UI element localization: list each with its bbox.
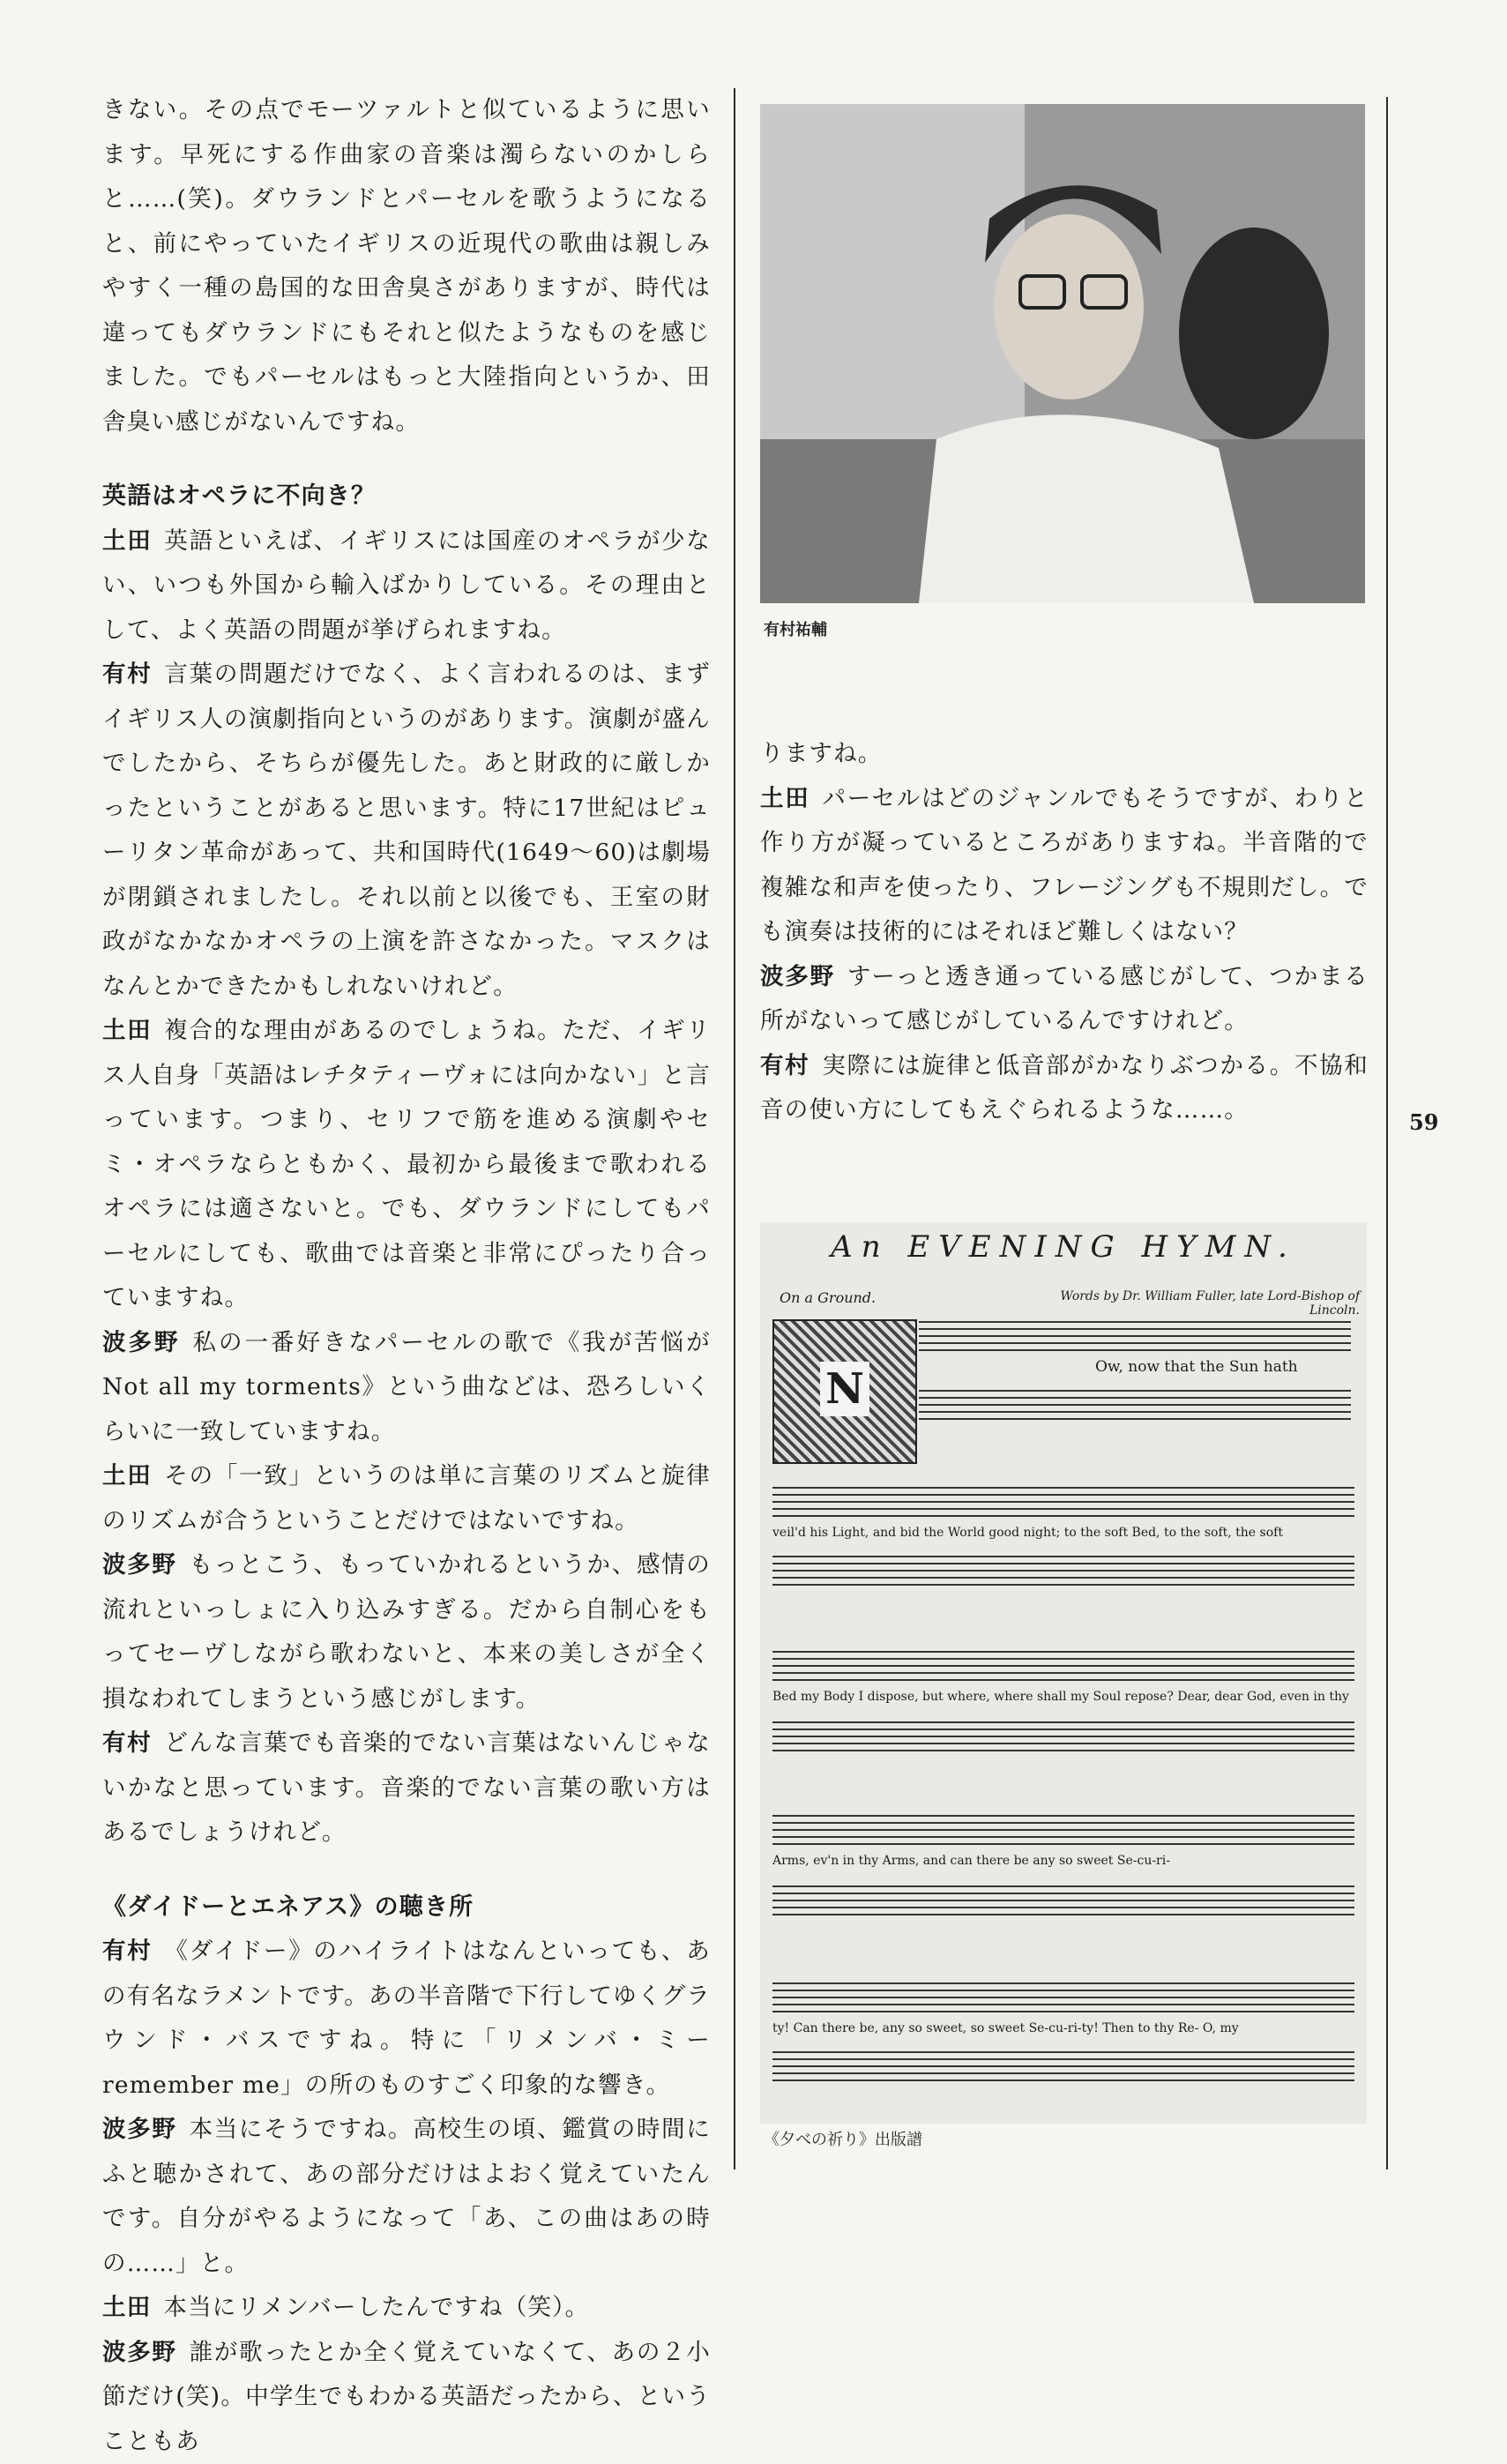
paragraph: きない。その点でモーツァルトと似ているように思います。早死にする作曲家の音楽は濁らないのかしらと……(笑)。ダウランドとパーセルを歌うようになると、前にやっていたイギリスの近現代の歌曲は親しみやすく一種の島国的な田舎臭さがありますが、時代は違ってもダウランドにもそれと似たようなものを感じました。でもパーセルはもっと大陸指向というか、田舎臭い感じがないんですね。 xyxy=(102,88,711,444)
speaker-name: 有村 xyxy=(760,1052,809,1079)
dialogue-turn xyxy=(760,1044,1369,1133)
dialogue-turn xyxy=(760,955,1369,1044)
speaker-name: 土田 xyxy=(102,2294,151,2321)
page-number: 59 xyxy=(1409,1109,1438,1135)
speech-text: その「一致」というのは単に言葉のリズムと旋律のリズムが合うということだけではないですね。 xyxy=(102,1462,711,1534)
score-left-note: On a Ground. xyxy=(780,1289,956,1306)
speech-text: 私の一番好きなパーセルの歌で《我が苦悩が Not all my torments》という曲などは、恐ろしいくらいに一致していますね。 xyxy=(102,1329,711,1445)
dialogue-turn xyxy=(102,2108,711,2286)
speaker-name: 波多野 xyxy=(102,2339,177,2366)
speech-text: 本当にリメンバーしたんですね（笑）。 xyxy=(163,2294,589,2321)
column-divider xyxy=(734,88,735,2169)
speaker-name: 有村 xyxy=(102,661,152,688)
music-score-image xyxy=(760,1222,1367,2124)
dialogue-turn xyxy=(102,519,711,653)
section-heading: 《ダイドーとエネアス》の聴き所 xyxy=(102,1885,711,1930)
staff xyxy=(772,1487,1354,1519)
staff xyxy=(919,1321,1351,1353)
speech-text: パーセルはどのジャンルでもそうですが、わりと作り方が凝っているところがありますね。半音階的で複雑な和声を使ったり、フレージングも不規則だし。でも演奏は技術的にはそれほど難しくはない？ xyxy=(760,785,1369,946)
initial-letter: N xyxy=(820,1362,869,1416)
dialogue-turn xyxy=(102,2286,711,2331)
section-heading: 英語はオペラに不向き？ xyxy=(102,474,711,519)
score-caption: 《夕べの祈り》出版譜 xyxy=(764,2127,922,2150)
speech-text: 言葉の問題だけでなく、よく言われるのは、まずイギリス人の演劇指向というのがあります。演劇が盛んでしたから、そちらが優先した。あと財政的に厳しかったということがあると思います。特に17世紀はピューリタン革命があって、共和国時代(1649～60)は劇場が閉鎖されましたし。それ以前と以後でも、王室の財政がなかなかオペラの上演を許さなかった。マスクはなんとかできたかもしれないけれど。 xyxy=(102,661,711,1000)
speech-text: もっとこう、もっていかれるというか、感情の流れといっしょに入り込みすぎる。だから自制心をもってセーヴしながら歌わないと、本来の美しさが全く損なわれてしまうという感じがします。 xyxy=(102,1551,711,1713)
speaker-name: 土田 xyxy=(102,1462,152,1490)
speaker-name: 波多野 xyxy=(102,1329,180,1356)
staff xyxy=(772,1651,1354,1683)
speech-text: 本当にそうですね。高校生の頃、鑑賞の時間にふと聴かされて、あの部分だけはよおく覚えていたんです。自分がやるようになって「あ、この曲はあの時の……」と。 xyxy=(102,2116,711,2277)
speaker-name: 波多野 xyxy=(102,2116,177,2143)
staff xyxy=(772,1556,1354,1587)
score-title: An EVENING HYMN. xyxy=(760,1229,1367,1265)
photo-caption: 有村祐輔 xyxy=(764,617,827,640)
dialogue-turn xyxy=(102,1721,711,1855)
staff xyxy=(772,1815,1354,1847)
dialogue-turn xyxy=(760,777,1369,955)
paragraph: りますね。 xyxy=(760,732,1369,777)
dialogue-turn xyxy=(102,1543,711,1721)
staff xyxy=(772,1982,1354,2014)
speech-text: 誰が歌ったとか全く覚えていなくて、あの２小節だけ(笑)。中学生でもわかる英語だったから、ということもあ xyxy=(102,2339,711,2455)
staff xyxy=(919,1390,1351,1422)
speaker-name: 土田 xyxy=(760,785,810,812)
speech-text: 《ダイドー》のハイライトはなんといっても、あの有名なラメントです。あの半音階で下行してゆくグラウンド・バスですね。特に「リメンバ・ミー remember me」の所のものすごく印象的な響き。 xyxy=(102,1938,711,2099)
right-margin-rule xyxy=(1386,97,1388,2169)
portrait-illustration xyxy=(760,104,1365,603)
dialogue-turn xyxy=(102,1009,711,1321)
staff xyxy=(772,1885,1354,1917)
score-right-note: Words by Dr. William Fuller, late Lord-Bishop of Lincoln. xyxy=(1025,1289,1360,1318)
dialogue-turn xyxy=(102,1321,711,1455)
lyric-line: ty! Can there be, any so sweet, so sweet Se-cu-ri-ty! Then to thy Re- O, my xyxy=(772,2021,1354,2035)
staff xyxy=(772,2051,1354,2083)
portrait-photo xyxy=(760,104,1365,603)
speech-text: 英語といえば、イギリスには国産のオペラが少ない、いつも外国から輸入ばかりしている。その理由として、よく英語の問題が挙げられますね。 xyxy=(102,527,711,644)
speaker-name: 有村 xyxy=(102,1938,153,1965)
lyric-line: Bed my Body I dispose, but where, where shall my Soul repose? Dear, dear God, even in thy xyxy=(772,1690,1354,1704)
lyric-line: Arms, ev'n in thy Arms, and can there be any so sweet Se-cu-ri- xyxy=(772,1854,1354,1868)
dialogue-turn xyxy=(102,1930,711,2108)
left-column xyxy=(102,88,711,2464)
speech-text: すーっと透き通っている感じがして、つかまる所がないって感じがしているんですけれど。 xyxy=(760,963,1369,1035)
dialogue-turn xyxy=(102,1454,711,1543)
speech-text: 複合的な理由があるのでしょうね。ただ、イギリス人自身「英語はレチタティーヴォには向かない」と言っています。つまり、セリフで筋を進める演劇やセミ・オペラならともかく、最初から最後まで歌われるオペラには適さないと。でも、ダウランドにしてもパーセルにしても、歌曲では音楽と非常にぴったり合っていますね。 xyxy=(102,1017,711,1311)
speech-text: どんな言葉でも音楽的でない言葉はないんじゃないかなと思っています。音楽的でない言葉の歌い方はあるでしょうけれど。 xyxy=(102,1729,711,1846)
decorative-initial xyxy=(772,1319,917,1464)
speaker-name: 土田 xyxy=(102,527,152,555)
dialogue-turn xyxy=(102,653,711,1009)
speech-text: 実際には旋律と低音部がかなりぶつかる。不協和音の使い方にしてもえぐられるような……。 xyxy=(760,1052,1369,1124)
speaker-name: 波多野 xyxy=(760,963,835,990)
speaker-name: 土田 xyxy=(102,1017,152,1044)
staff xyxy=(772,1721,1354,1753)
speaker-name: 有村 xyxy=(102,1729,152,1757)
lyric-line: Ow, now that the Sun hath xyxy=(1095,1358,1351,1376)
dialogue-turn xyxy=(102,2331,711,2464)
right-column xyxy=(760,732,1369,1133)
lyric-line: veil'd his Light, and bid the World good night; to the soft Bed, to the soft, the soft xyxy=(772,1526,1354,1540)
speaker-name: 波多野 xyxy=(102,1551,177,1579)
